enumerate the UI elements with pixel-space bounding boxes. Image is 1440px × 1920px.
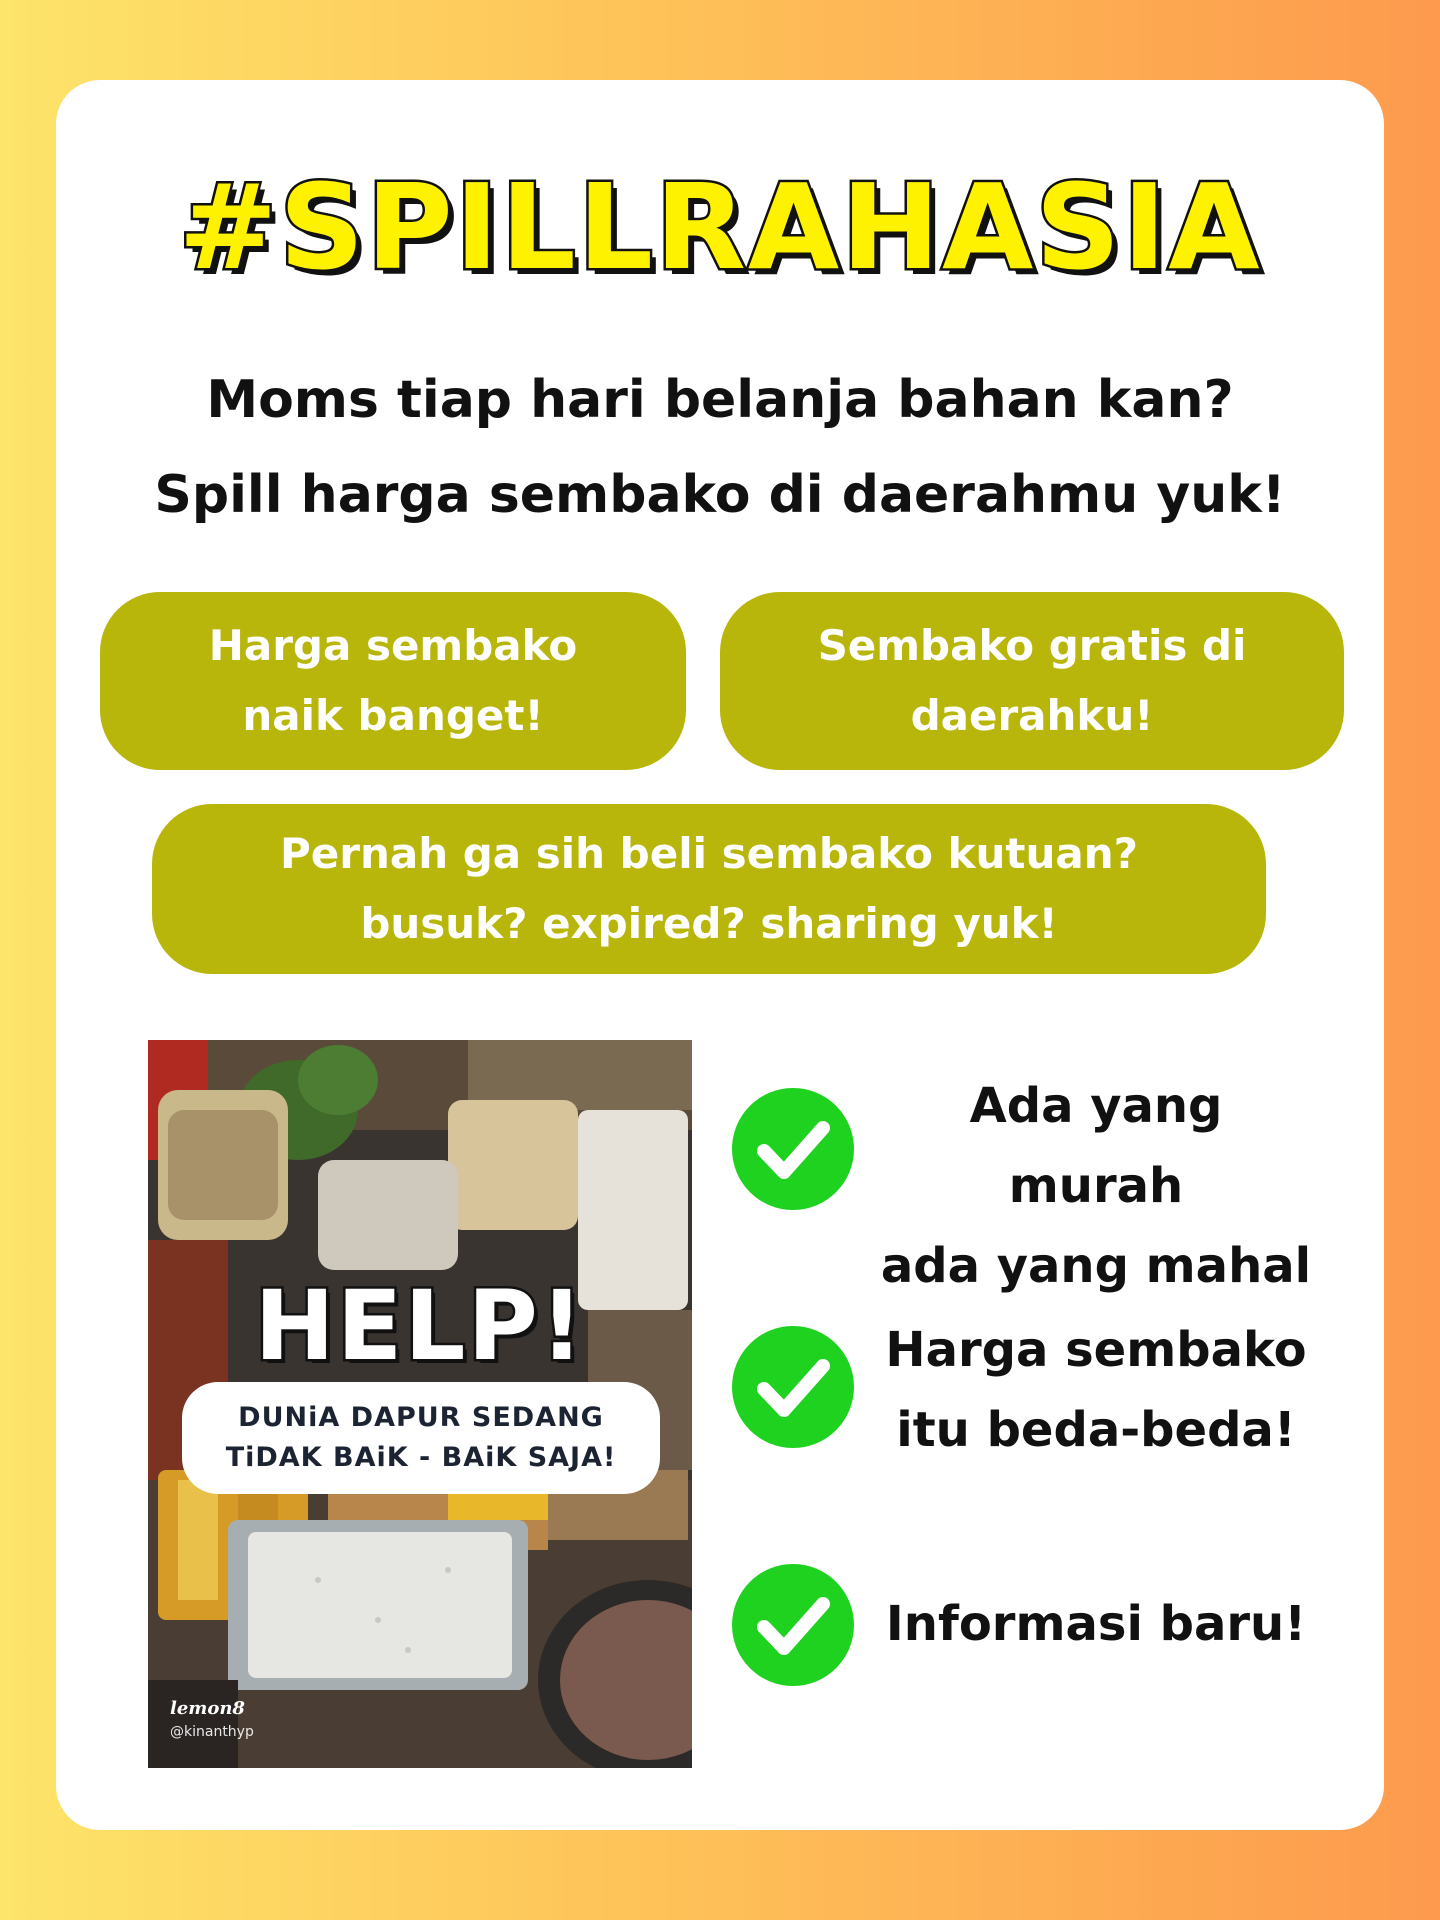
- benefit-line: Ada yang murah: [969, 1078, 1223, 1214]
- benefit-line: itu beda-beda!: [896, 1402, 1296, 1458]
- benefit-prices-vary: [876, 1310, 1316, 1470]
- benefit-cheap-expensive: [876, 1066, 1316, 1306]
- help-caption-line: TiDAK BAiK - BAiK SAJA!: [225, 1442, 617, 1473]
- help-title: HELP!: [254, 1270, 586, 1382]
- watermark-username: @kinanthyp: [170, 1724, 254, 1740]
- option-pill-line: daerahku!: [910, 691, 1154, 740]
- lemon8-logo: lemon8: [170, 1698, 245, 1719]
- help-caption-line: DUNiA DAPUR SEDANG: [238, 1402, 604, 1433]
- market-photo: [148, 1040, 692, 1768]
- subtitle-line-2: Spill harga sembako di daerahmu yuk!: [154, 465, 1286, 525]
- benefit-line: Harga sembako: [885, 1322, 1307, 1378]
- option-pill-bad-groceries[interactable]: [152, 804, 1266, 974]
- check-circle-icon: [732, 1326, 854, 1448]
- option-pill-line: busuk? expired? sharing yuk!: [360, 899, 1058, 948]
- option-pill-free-groceries[interactable]: [720, 592, 1344, 770]
- hashtag-title: #SPILLRAHASIA: [178, 158, 1262, 296]
- benefit-line: ada yang mahal: [880, 1238, 1312, 1294]
- check-circle-icon: [732, 1088, 854, 1210]
- help-caption-box: [182, 1382, 660, 1494]
- option-pill-price-up[interactable]: [100, 592, 686, 770]
- option-pill-line: Pernah ga sih beli sembako kutuan?: [279, 829, 1138, 878]
- main-card: [56, 80, 1384, 1830]
- benefit-line: Informasi baru!: [885, 1596, 1307, 1652]
- subtitle-line-1: Moms tiap hari belanja bahan kan?: [206, 370, 1234, 430]
- option-pill-line: Harga sembako: [208, 621, 578, 670]
- option-pill-line: Sembako gratis di: [817, 621, 1247, 670]
- check-circle-icon: [732, 1564, 854, 1686]
- benefit-new-info: [876, 1584, 1316, 1664]
- option-pill-line: naik banget!: [242, 691, 544, 740]
